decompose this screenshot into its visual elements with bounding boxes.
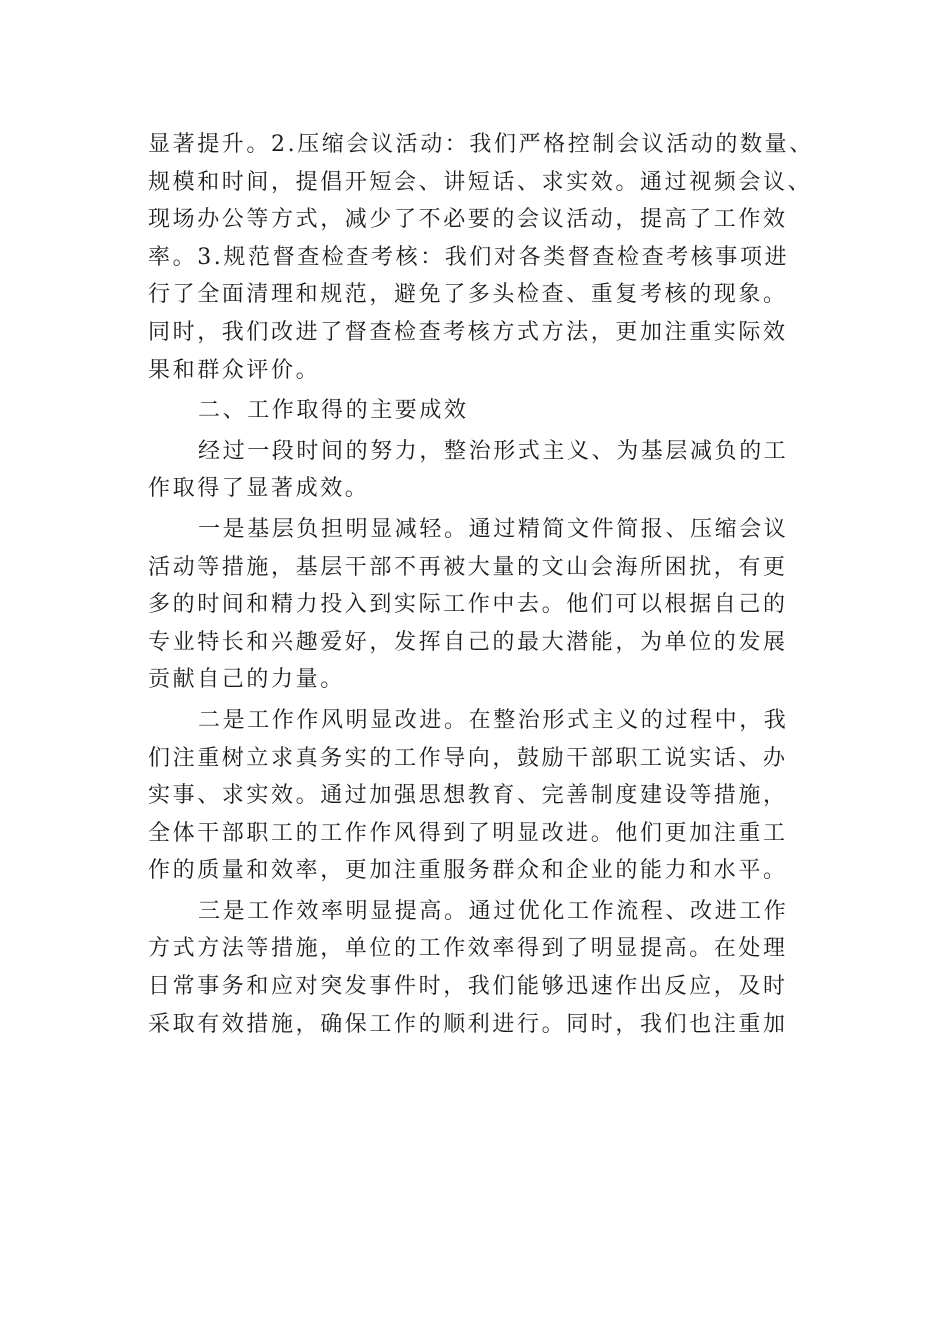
paragraph-burden-reduced [148,511,808,699]
text-line: 二是工作作风明显改进。在整治形式主义的过程中，我 [198,707,789,733]
text-line: 采取有效措施，确保工作的顺利进行。同时，我们也注重加 [148,1011,788,1037]
text-line: 果和群众评价。 [148,357,321,383]
text-line: 全体干部职工的工作作风得到了明显改进。他们更加注重工 [148,820,788,846]
text-line: 作取得了显著成效。 [148,476,370,502]
paragraph-intro [148,433,808,508]
heading-text: 二、工作取得的主要成效 [198,398,469,424]
text-line: 专业特长和兴趣爱好，发挥自己的最大潜能，为单位的发展 [148,629,788,655]
text-line: 同时，我们改进了督查检查考核方式方法，更加注重实际效 [148,319,788,345]
text-line: 作的质量和效率，更加注重服务群众和企业的能力和水平。 [148,858,788,884]
text-line: 规模和时间，提倡开短会、讲短话、求实效。通过视频会议、 [148,169,813,195]
text-line: 率。3.规范督查检查考核：我们对各类督查检查考核事项进 [148,244,790,270]
paragraph-work-style [148,702,808,890]
text-line: 活动等措施，基层干部不再被大量的文山会海所困扰，有更 [148,554,788,580]
paragraph-efficiency [148,893,808,1043]
text-line: 贡献自己的力量。 [148,667,345,693]
text-line: 显著提升。2.压缩会议活动：我们严格控制会议活动的数量、 [148,132,814,157]
text-line: 经过一段时间的努力，整治形式主义、为基层减负的工 [198,438,789,464]
text-line: 三是工作效率明显提高。通过优化工作流程、改进工作 [198,898,789,924]
document-body [148,126,814,1043]
text-line: 日常事务和应对突发事件时，我们能够迅速作出反应，及时 [148,974,788,1000]
text-line: 多的时间和精力投入到实际工作中去。他们可以根据自己的 [148,592,788,618]
text-line: 一是基层负担明显减轻。通过精简文件简报、压缩会议 [198,516,789,542]
section-heading [148,392,808,430]
paragraph-measures [148,126,814,389]
text-line: 们注重树立求真务实的工作导向，鼓励干部职工说实话、办 [148,745,788,771]
text-line: 实事、求实效。通过加强思想教育、完善制度建设等措施， [148,783,788,809]
text-line: 行了全面清理和规范，避免了多头检查、重复考核的现象。 [148,282,788,308]
text-line: 现场办公等方式，减少了不必要的会议活动，提高了工作效 [148,207,788,233]
text-line: 方式方法等措施，单位的工作效率得到了明显提高。在处理 [148,936,788,962]
